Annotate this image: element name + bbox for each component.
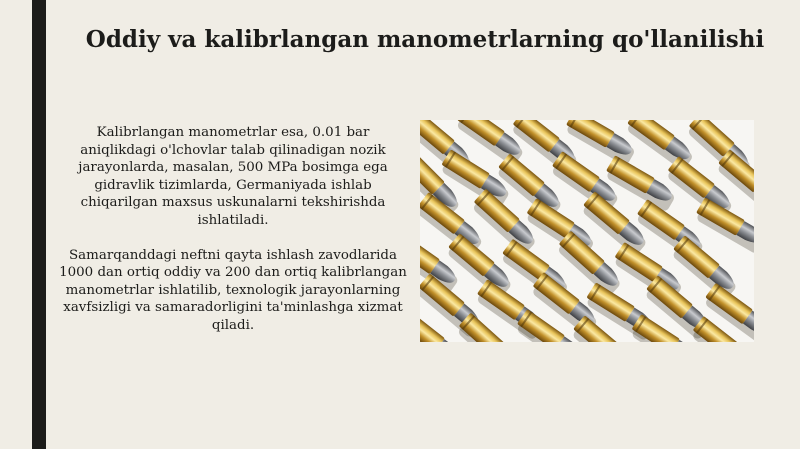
bullets-photo [420,120,754,342]
bullets-illustration [420,120,754,342]
paragraph-2: Samarqanddagi neftni qayta ishlash zavodlarida 1000 dan ortiq oddiy va 200 dan ortiq kalibrlangan manometrlar ishlatilib, texnologik jarayonlarning xavfsizligi va samaradorligini ta'minlashga xizmat qiladi. [59,247,407,333]
accent-bar [32,0,46,449]
slide-title: Oddiy va kalibrlangan manometrlarning qo'llanilishi [85,26,765,53]
body-text [58,124,408,352]
paragraph-1: Kalibrlangan manometrlar esa, 0.01 bar aniqlikdagi o'lchovlar talab qilinadigan nozik jarayonlarda, masalan, 500 MPa bosimga ega gidravlik tizimlarda, Germaniyada ishlab chiqarilgan maxsus uskunalarni tekshirishda ishlatiladi. [78,125,388,228]
